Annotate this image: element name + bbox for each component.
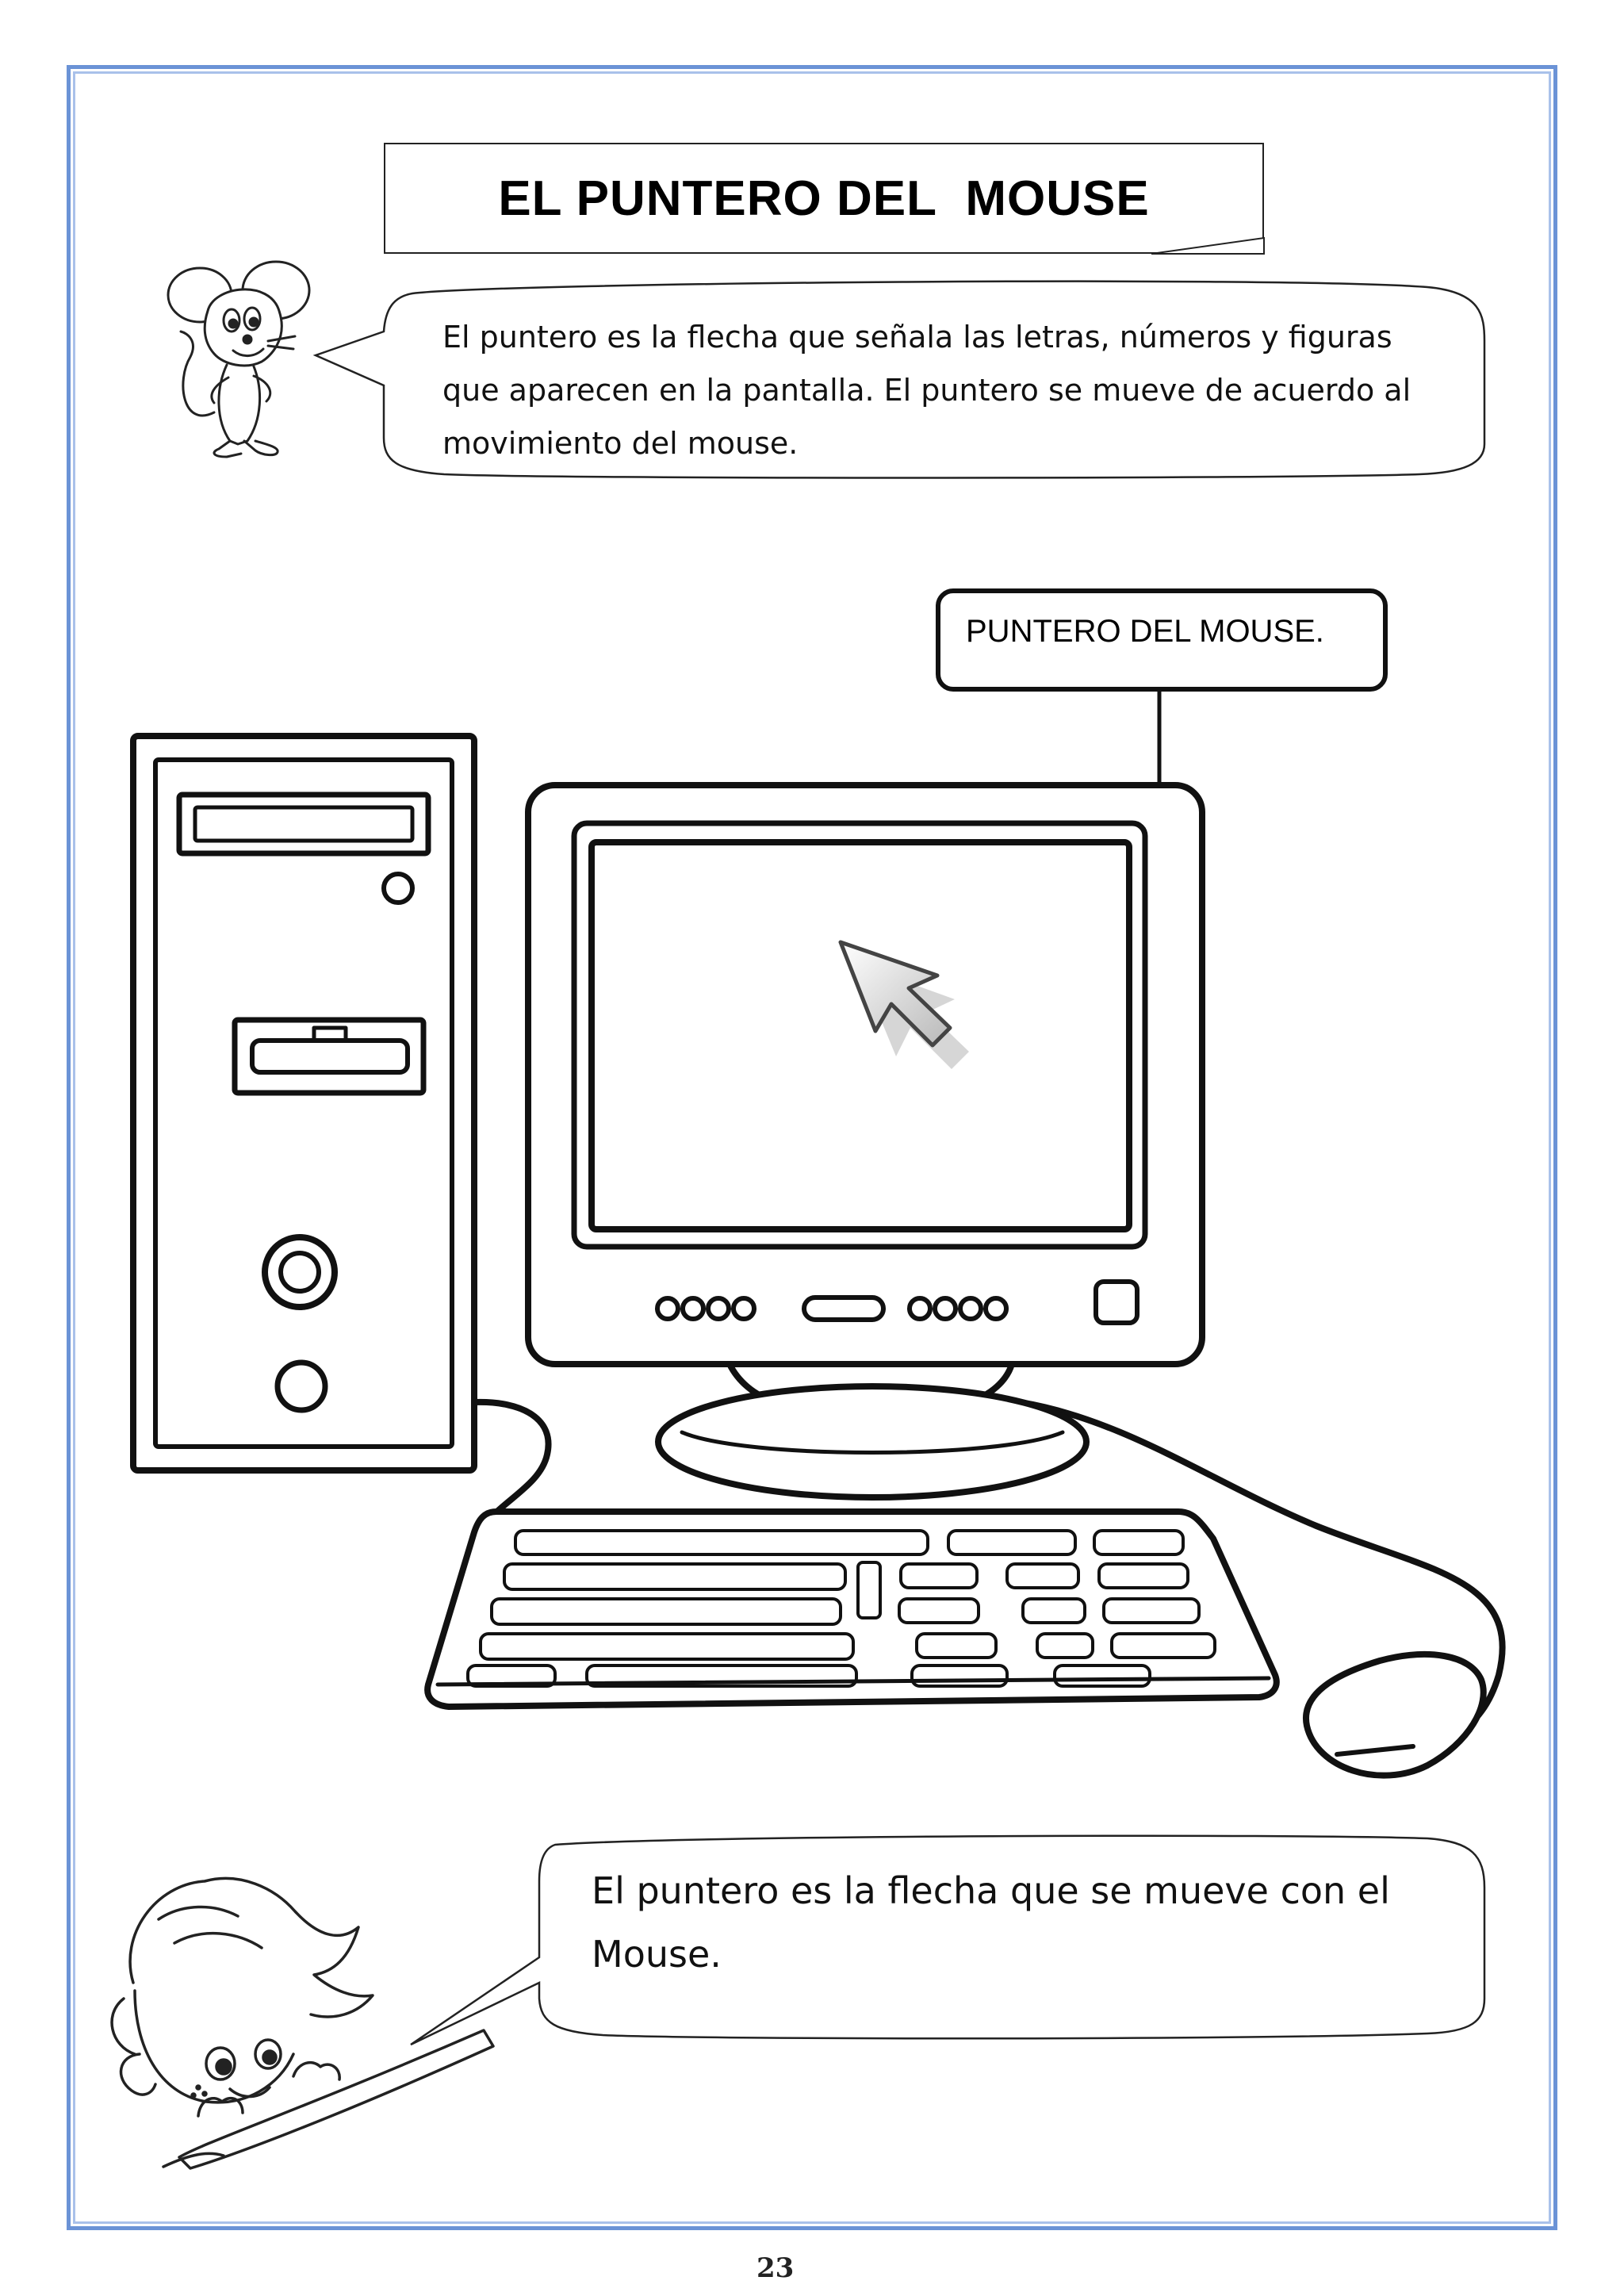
page-number: 23	[756, 2252, 795, 2284]
intro-text: El puntero es la flecha que señala las letras, números y figuras que aparecen en la pantalla. El puntero se mueve de acuerdo al movimiento del mouse.	[442, 320, 1411, 461]
callout-label: PUNTERO DEL MOUSE.	[966, 614, 1324, 649]
page-title: EL PUNTERO DEL MOUSE	[498, 171, 1150, 226]
bottom-text: El puntero es la flecha que se mueve con el Mouse.	[592, 1869, 1390, 1976]
